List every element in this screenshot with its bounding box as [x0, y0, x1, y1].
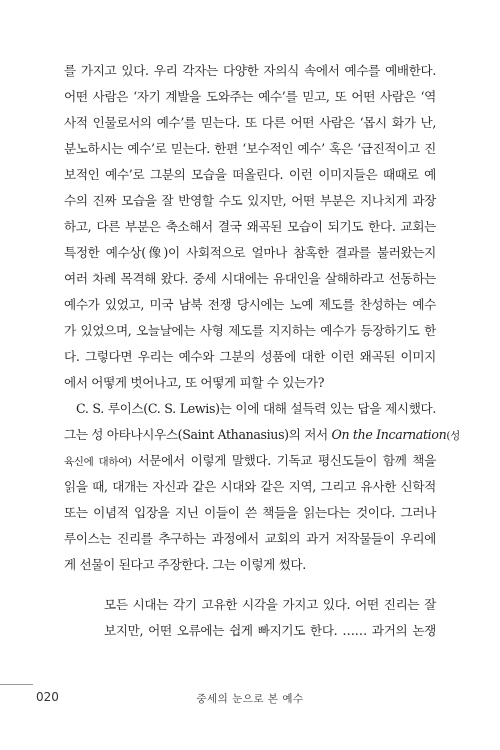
text-run: 그는 성 아타나시우스(Saint Athanasius)의 저서 — [64, 427, 332, 442]
body-line: 분노하시는 예수’로 믿는다. 한편 ‘보수적인 예수’ 혹은 ‘급진적이고 진 — [64, 141, 436, 156]
paragraph-line: C. S. 루이스(C. S. Lewis)는 이에 대해 설득력 있는 답을 제시했다. — [76, 401, 436, 416]
body-line: 가 있었으며, 오늘날에는 사형 제도를 지지하는 예수가 등장하기도 한 — [64, 323, 436, 338]
paragraph-line: 게 선물이 된다고 주장한다. 그는 이렇게 썼다. — [64, 557, 306, 572]
body-line: 어떤 사람은 ‘자기 계발을 도와주는 예수’를 믿고, 또 어떤 사람은 ‘역 — [64, 89, 436, 104]
paragraph-line: 루이스는 진리를 추구하는 과정에서 교회의 과거 저작물들이 우리에 — [64, 531, 436, 546]
body-line: 를 가지고 있다. 우리 각자는 다양한 자의식 속에서 예수를 예배한다. — [64, 63, 436, 78]
text-run: 서문에서 이렇게 말했다. 기독교 평신도들이 함께 책을 — [131, 453, 437, 468]
body-line: 사적 인물로서의 예수’를 믿는다. 또 다른 어떤 사람은 ‘몹시 화가 난, — [64, 115, 436, 130]
body-line: 하고, 다른 부분은 축소해서 결국 왜곡된 모습이 되기도 한다. 교회는 — [64, 219, 436, 234]
paragraph-line — [64, 422, 460, 448]
body-line: 다. 그렇다면 우리는 예수와 그분의 성품에 대한 이런 왜곡된 이미지 — [64, 349, 436, 364]
body-line: 에서 어떻게 벗어나고, 또 어떻게 피할 수 있는가? — [64, 375, 325, 390]
body-line: 수의 진짜 모습을 잘 반영할 수도 있지만, 어떤 부분은 지나치게 과장 — [64, 193, 436, 208]
block-quote — [104, 592, 436, 644]
text-run: (성 — [446, 430, 460, 442]
paragraph-line: 또는 이념적 입장을 지닌 이들이 쓴 책들을 읽는다는 것이다. 그러나 — [64, 505, 436, 520]
quote-line: 모든 시대는 각기 고유한 시각을 가지고 있다. 어떤 진리는 잘 — [104, 597, 436, 612]
body-line: 여러 차례 목격해 왔다. 중세 시대에는 유대인을 살해하라고 선동하는 — [64, 271, 436, 286]
book-title-italic: On the Incarnation — [331, 427, 447, 442]
body-line: 보적인 예수’로 그분의 모습을 떠올린다. 이런 이미지들은 때때로 예 — [64, 167, 436, 182]
body-text — [64, 58, 460, 578]
body-line: 예수가 있었고, 미국 남북 전쟁 당시에는 노예 제도를 찬성하는 예수 — [64, 297, 436, 312]
page-number: 020 — [36, 690, 59, 704]
footer-rule — [0, 684, 33, 685]
text-run: 육신에 대하여) — [64, 456, 132, 468]
running-title: 중세의 눈으로 본 예수 — [196, 693, 304, 705]
paragraph-line — [64, 448, 436, 474]
quote-line: 보지만, 어떤 오류에는 쉽게 빠지기도 한다. …… 과거의 논쟁 — [104, 623, 436, 638]
paragraph-line: 읽을 때, 대개는 자신과 같은 시대와 같은 지역, 그리고 유사한 신학적 — [64, 479, 436, 494]
body-line: 특정한 예수상(像)이 사회적으로 얼마나 참혹한 결과를 불러왔는지 — [64, 245, 436, 260]
